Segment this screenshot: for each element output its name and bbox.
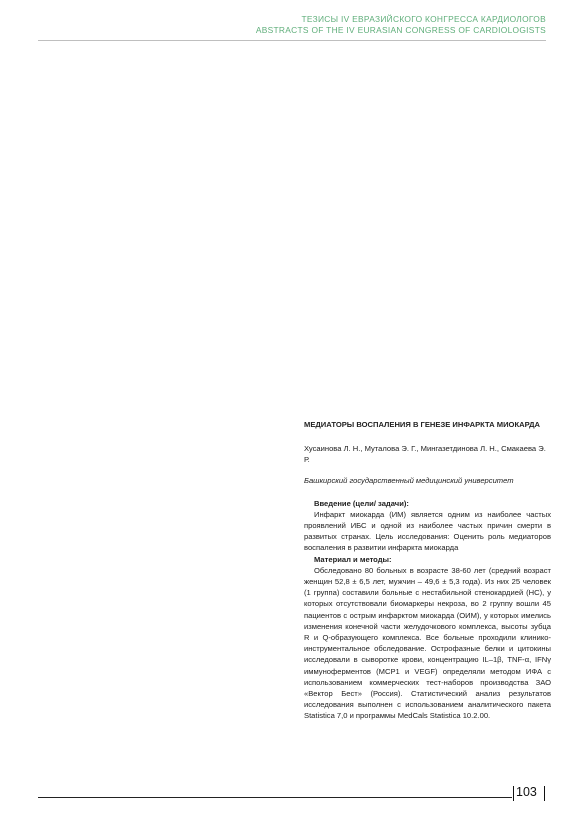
- article-title: МЕДИАТОРЫ ВОСПАЛЕНИЯ В ГЕНЕЗЕ ИНФАРКТА МИОКАРДА: [304, 420, 541, 429]
- running-header: [256, 14, 546, 36]
- article-authors: Хусаинова Л. Н., Муталова Э. Г., Мингазетдинова Л. Н., Смакаева Э. Р.: [304, 444, 546, 465]
- header-title-en: ABSTRACTS OF THE IV EURASIAN CONGRESS OF CARDIOLOGISTS: [255, 25, 546, 35]
- section-heading-introduction: Введение (цели/ задачи):: [314, 498, 409, 508]
- section-text-methods: Обследовано 80 больных в возрасте 38-60 лет (средний возраст женщин 52,8 ± 6,5 лет, мужчин – 49,6 ± 5,3 года). Из них 25 человек (1 группа) составили больные с нестабильной стенокардией (НС), у которых отсутствовали биомаркеры некроза, во 2 группу вошли 45 пациентов с острым инфарктом миокарда (ОИМ), у которых имелись изменения конечной части желудочкового комплекса, высоты зубца R и Q-образующего комплекса. Все больные проходили клинико-инструментальное обследование. Острофазные белки и цитокины исследовали в сыворотке крови, концентрацию IL–1β, TNF-α, IFNγ иммуноферментов (MCP1 и VEGF) определяли методом ИФА с использованием коммерческих тест-наборов производства ЗАО «Вектор Бест» (Россия). Статистический анализ результатов исследования выполнен с использованием аналитического пакета Statistica 7,0 и программы MedCals Statistica 10.2.00.: [304, 565, 551, 721]
- section-heading-methods: Материал и методы:: [314, 554, 392, 564]
- header-divider: [38, 40, 546, 41]
- page-number-text: 103: [516, 785, 537, 799]
- article-affiliation: Башкирский государственный медицинский университет: [304, 476, 514, 486]
- abstract-article: [304, 419, 551, 722]
- page-number: [512, 785, 541, 799]
- page-number-bar-right: [544, 786, 545, 801]
- header-title-ru: ТЕЗИСЫ IV ЕВРАЗИЙСКОГО КОНГРЕССА КАРДИОЛОГОВ: [301, 14, 546, 24]
- footer-divider: [38, 797, 512, 798]
- section-text-introduction: Инфаркт миокарда (ИМ) является одним из наиболее частых проявлений ИБС и одной из наиболее частых причин смерти в развитых странах. Цель исследования: Оценить роль медиаторов воспаления в развитии инфаркта миокарда: [304, 509, 551, 553]
